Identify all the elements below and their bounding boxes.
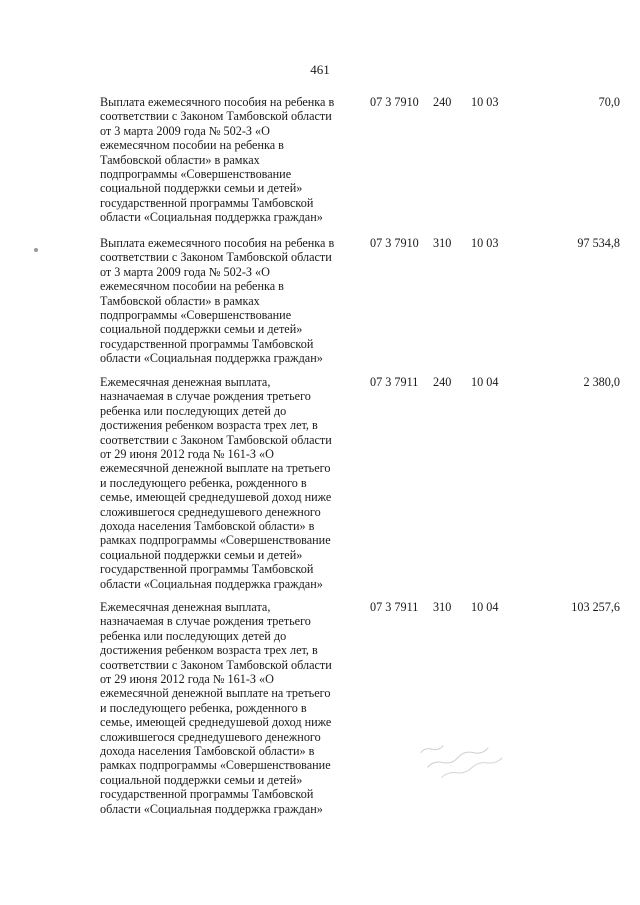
description-line: сложившегося среднедушевого денежного (100, 504, 321, 519)
expense-type-code: 240 (433, 375, 452, 389)
description-line: государственной программы Тамбовской (100, 195, 314, 210)
description-line: ежемесячной денежной выплате на третьего (100, 461, 331, 476)
description-line: ежемесячной денежной выплате на третьего (100, 686, 331, 701)
description-line: семье, имеющей среднедушевой доход ниже (100, 490, 332, 505)
description-line: Выплата ежемесячного пособия на ребенка в (100, 236, 335, 250)
description-line: соответствии с Законом Тамбовской области (100, 432, 332, 447)
target-article-code: 07 3 7910 (370, 236, 419, 250)
description-line: государственной программы Тамбовской (100, 562, 314, 577)
description-line: соответствии с Законом Тамбовской области (100, 657, 332, 672)
description-line: рамках подпрограммы «Совершенствование (100, 758, 331, 773)
description-line: ежемесячном пособии на ребенка в (100, 279, 284, 294)
description-line: и последующего ребенка, рожденного в (100, 700, 307, 715)
description-line: социальной поддержки семьи и детей» (100, 547, 303, 562)
description-line: подпрограммы «Совершенствование (100, 167, 292, 182)
description-line: социальной поддержки семьи и детей» (100, 181, 303, 196)
description-line: от 29 июня 2012 года № 161-З «О (100, 672, 274, 687)
description-line: рамках подпрограммы «Совершенствование (100, 533, 331, 548)
description-line: ребенка или последующих детей до (100, 628, 287, 643)
amount: 2 380,0 (583, 375, 620, 389)
description-line: государственной программы Тамбовской (100, 336, 314, 351)
description-line: области «Социальная поддержка граждан» (100, 801, 323, 816)
description-line: ежемесячном пособии на ребенка в (100, 138, 284, 153)
row-description (100, 236, 362, 366)
description-line: подпрограммы «Совершенствование (100, 308, 292, 323)
page-number: 461 (310, 62, 330, 77)
amount: 70,0 (598, 95, 620, 109)
expense-type-code: 240 (433, 95, 452, 109)
description-line: сложившегося среднедушевого денежного (100, 729, 321, 744)
description-line: Выплата ежемесячного пособия на ребенка в (100, 95, 335, 109)
description-line: соответствии с Законом Тамбовской области (100, 109, 332, 124)
description-line: Тамбовской области» в рамках (100, 152, 260, 167)
amount: 103 257,6 (571, 600, 620, 614)
description-line: от 29 июня 2012 года № 161-З «О (100, 447, 274, 462)
description-line: назначаемая в случае рождения третьего (100, 389, 311, 404)
expense-type-code: 310 (433, 600, 452, 614)
amount: 97 534,8 (577, 236, 620, 250)
section-code: 10 03 (471, 95, 499, 109)
section-code: 10 04 (471, 375, 499, 389)
expense-type-code: 310 (433, 236, 452, 250)
faint-stamp-mark (409, 705, 542, 799)
description-line: дохода населения Тамбовской области» в (100, 744, 315, 759)
section-code: 10 03 (471, 236, 499, 250)
description-line: области «Социальная поддержка граждан» (100, 210, 323, 225)
description-line: назначаемая в случае рождения третьего (100, 614, 311, 629)
target-article-code: 07 3 7911 (370, 375, 419, 389)
description-line: Ежемесячная денежная выплата, (100, 375, 271, 389)
description-line: дохода населения Тамбовской области» в (100, 519, 315, 534)
description-line: и последующего ребенка, рожденного в (100, 475, 307, 490)
description-line: достижения ребенком возраста трех лет, в (100, 418, 318, 433)
description-line: области «Социальная поддержка граждан» (100, 576, 323, 591)
margin-mark (34, 248, 38, 252)
description-line: области «Социальная поддержка граждан» (100, 351, 323, 366)
description-line: государственной программы Тамбовской (100, 787, 314, 802)
row-description (100, 95, 362, 225)
stamp-graphic (409, 705, 542, 799)
target-article-code: 07 3 7911 (370, 600, 419, 614)
description-line: соответствии с Законом Тамбовской области (100, 250, 332, 265)
description-line: от 3 марта 2009 года № 502-З «О (100, 264, 270, 279)
row-description (100, 375, 362, 591)
row-description (100, 600, 362, 816)
description-line: ребенка или последующих детей до (100, 403, 287, 418)
description-line: семье, имеющей среднедушевой доход ниже (100, 715, 332, 730)
target-article-code: 07 3 7910 (370, 95, 419, 109)
description-line: достижения ребенком возраста трех лет, в (100, 643, 318, 658)
section-code: 10 04 (471, 600, 499, 614)
description-line: Тамбовской области» в рамках (100, 293, 260, 308)
description-line: Ежемесячная денежная выплата, (100, 600, 271, 614)
description-line: от 3 марта 2009 года № 502-З «О (100, 123, 270, 138)
description-line: социальной поддержки семьи и детей» (100, 322, 303, 337)
description-line: социальной поддержки семьи и детей» (100, 772, 303, 787)
